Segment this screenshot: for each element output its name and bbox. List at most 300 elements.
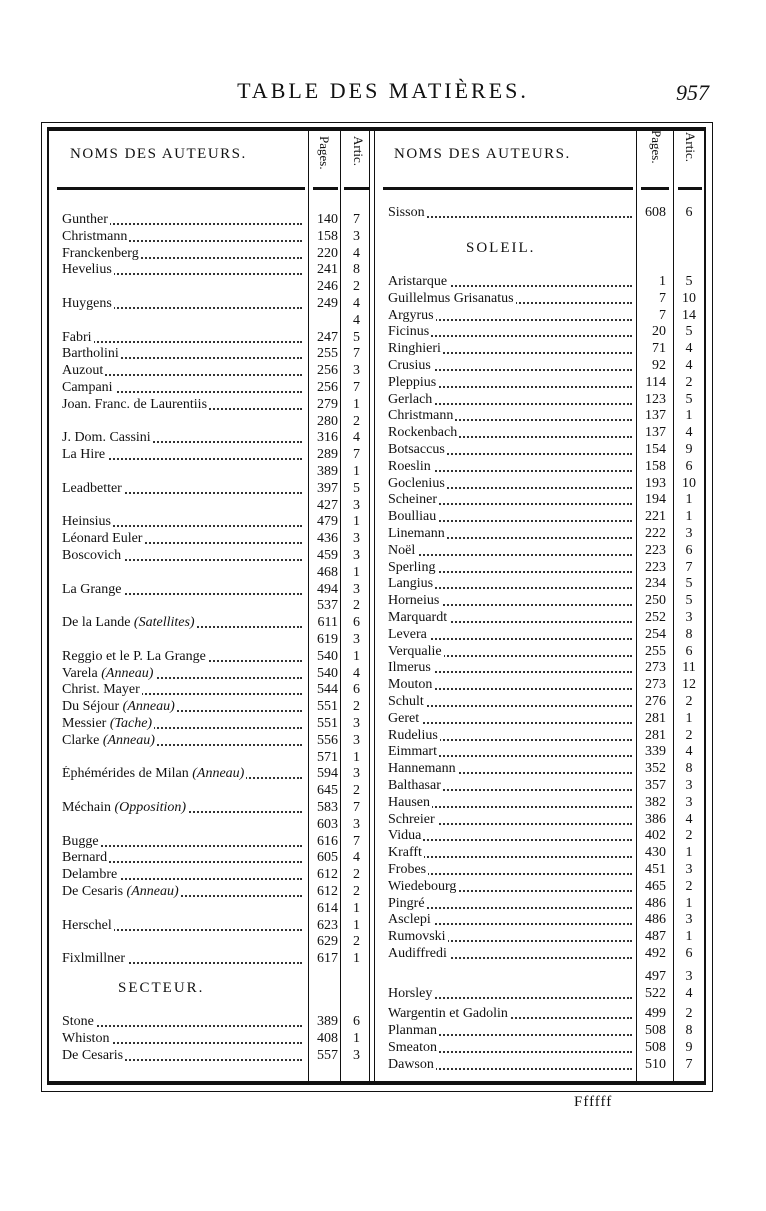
entry-page: 614 bbox=[317, 900, 338, 916]
entry-article: 2 bbox=[685, 878, 693, 894]
entry-name: Huygens bbox=[62, 296, 112, 311]
entry-name: Mouton bbox=[388, 677, 433, 693]
entry-name-cell bbox=[388, 828, 632, 844]
index-entry bbox=[388, 929, 732, 945]
entry-name-cell bbox=[62, 800, 302, 816]
entry-article: 10 bbox=[682, 290, 696, 306]
entry-page: 468 bbox=[317, 564, 338, 580]
entry-page: 522 bbox=[645, 985, 666, 1001]
entry-article: 2 bbox=[353, 934, 360, 950]
entry-name-cell bbox=[388, 879, 632, 895]
entry-article: 1 bbox=[353, 464, 360, 479]
entry-name-cell bbox=[388, 677, 632, 693]
entry-page: 194 bbox=[645, 492, 666, 508]
entry-page: 158 bbox=[317, 228, 338, 244]
entry-article: 4 bbox=[353, 850, 360, 866]
index-entry bbox=[388, 660, 732, 676]
entry-name-cell bbox=[62, 649, 302, 665]
entry-name: Aristarque bbox=[388, 274, 448, 289]
entry-page: 280 bbox=[317, 413, 338, 429]
entry-page: 492 bbox=[645, 946, 666, 961]
entry-article: 6 bbox=[685, 542, 693, 558]
entry-page: 223 bbox=[645, 542, 666, 558]
entry-name: Sisson bbox=[388, 205, 425, 220]
entry-page: 234 bbox=[645, 576, 666, 592]
right-names-header: NOMS DES AUTEURS. bbox=[394, 146, 571, 162]
index-entry bbox=[388, 986, 732, 1002]
entry-name: Botsaccus bbox=[388, 442, 445, 457]
left-pages-rule bbox=[313, 187, 338, 190]
entry-name-cell bbox=[62, 918, 302, 934]
entry-page: 281 bbox=[645, 727, 666, 743]
index-entry bbox=[388, 896, 732, 912]
entry-article: 3 bbox=[353, 732, 360, 748]
index-entry bbox=[62, 246, 405, 262]
entry-page: 408 bbox=[317, 1031, 338, 1046]
entry-name-cell bbox=[388, 274, 632, 290]
entry-article: 6 bbox=[685, 458, 693, 474]
entry-article: 6 bbox=[353, 682, 360, 698]
entry-article: 3 bbox=[685, 526, 693, 541]
entry-page: 571 bbox=[317, 749, 338, 765]
entry-name-cell bbox=[388, 778, 632, 794]
entry-name-cell bbox=[388, 912, 632, 928]
entry-article: 4 bbox=[685, 744, 693, 760]
index-entry bbox=[388, 677, 732, 693]
index-entry bbox=[62, 430, 405, 446]
index-entry bbox=[62, 951, 405, 967]
entry-article: 3 bbox=[353, 497, 360, 513]
left-articles-header: Artic. bbox=[351, 136, 366, 166]
entry-name-cell bbox=[62, 514, 302, 530]
entry-article: 8 bbox=[685, 761, 693, 777]
entry-article: 1 bbox=[353, 951, 360, 967]
index-entry bbox=[62, 649, 405, 665]
index-entry bbox=[62, 934, 405, 950]
entry-name: Asclepi bbox=[388, 912, 431, 928]
entry-name: Scheiner bbox=[388, 492, 437, 508]
right-pages-header: Pages. bbox=[649, 130, 664, 164]
entry-name-cell bbox=[62, 666, 302, 682]
index-entry bbox=[62, 330, 405, 346]
entry-article: 1 bbox=[353, 749, 360, 765]
entry-page: 612 bbox=[317, 884, 338, 899]
entry-article: 7 bbox=[353, 212, 360, 227]
entry-page: 222 bbox=[645, 526, 666, 541]
entry-page: 246 bbox=[317, 279, 338, 295]
entry-article: 3 bbox=[353, 766, 360, 782]
entry-page: 551 bbox=[317, 699, 338, 715]
entry-article: 1 bbox=[353, 514, 360, 530]
entry-article: 7 bbox=[353, 447, 360, 463]
index-entry bbox=[388, 576, 732, 592]
entry-article: 9 bbox=[685, 442, 693, 457]
index-entry bbox=[62, 1014, 405, 1030]
entry-page: 386 bbox=[645, 811, 666, 827]
left-names-header: NOMS DES AUTEURS. bbox=[70, 146, 247, 162]
page-number: 957 bbox=[676, 80, 709, 105]
entry-page: 154 bbox=[645, 442, 666, 457]
entry-name-cell bbox=[388, 308, 632, 324]
entry-name: De la Lande bbox=[62, 615, 131, 631]
entry-article: 12 bbox=[682, 677, 696, 693]
entry-note: (Anneau) bbox=[192, 766, 245, 782]
entry-name: Éphémérides de Milan bbox=[62, 766, 189, 782]
entry-article: 8 bbox=[685, 1023, 693, 1039]
index-entry bbox=[388, 828, 732, 844]
entry-name-cell bbox=[388, 425, 632, 441]
entry-name: Boscovich bbox=[62, 548, 122, 563]
entry-name-cell bbox=[62, 884, 302, 900]
entry-name-cell bbox=[388, 986, 632, 1002]
entry-name: Marquardt bbox=[388, 610, 448, 625]
entry-name-cell bbox=[388, 744, 632, 760]
index-entry bbox=[388, 761, 732, 777]
entry-name-cell bbox=[388, 627, 632, 643]
entry-article: 7 bbox=[353, 380, 360, 395]
index-entry bbox=[388, 627, 732, 643]
entry-name: Gerlach bbox=[388, 391, 433, 407]
index-entry bbox=[388, 879, 732, 895]
index-entry bbox=[388, 408, 732, 424]
index-entry bbox=[388, 492, 732, 508]
right-pages-rule bbox=[641, 187, 669, 190]
entry-page: 486 bbox=[645, 895, 666, 911]
entry-name: Wiedebourg bbox=[388, 878, 457, 894]
entry-article: 3 bbox=[353, 1048, 360, 1063]
entry-page: 220 bbox=[317, 245, 338, 261]
entry-page: 603 bbox=[317, 816, 338, 832]
entry-name: Delambre bbox=[62, 867, 118, 883]
entry-name-cell bbox=[388, 1006, 632, 1022]
index-entry bbox=[388, 341, 732, 357]
index-entry bbox=[388, 476, 732, 492]
entry-name: Horneius bbox=[388, 593, 440, 609]
entry-page: 557 bbox=[317, 1048, 338, 1063]
entry-page: 273 bbox=[645, 677, 666, 693]
entry-name-cell bbox=[62, 1014, 302, 1030]
entry-article: 2 bbox=[685, 1006, 693, 1022]
index-entry bbox=[62, 262, 405, 278]
entry-page: 223 bbox=[645, 559, 666, 575]
entry-name: Bugge bbox=[62, 833, 99, 849]
entry-name: Auzout bbox=[62, 363, 104, 379]
entry-name: Linemann bbox=[388, 526, 445, 541]
entry-name-cell bbox=[388, 862, 632, 878]
entry-name-cell bbox=[388, 408, 632, 424]
entry-page: 7 bbox=[659, 307, 666, 323]
entry-article: 4 bbox=[685, 425, 693, 441]
entry-page: 508 bbox=[645, 1040, 666, 1055]
entry-name: Christmann bbox=[62, 228, 128, 244]
entry-article: 3 bbox=[353, 548, 360, 563]
entry-page: 451 bbox=[645, 862, 666, 877]
entry-name: Argyrus bbox=[388, 307, 434, 323]
index-entry bbox=[388, 862, 732, 878]
entry-name-cell bbox=[62, 330, 302, 346]
entry-name-cell bbox=[62, 212, 302, 228]
entry-page: 352 bbox=[645, 761, 666, 777]
entry-name-cell bbox=[62, 296, 302, 312]
entry-name: Smeaton bbox=[388, 1040, 437, 1055]
entry-article: 5 bbox=[353, 480, 360, 496]
entry-note: (Anneau) bbox=[101, 665, 154, 681]
entry-page: 247 bbox=[317, 329, 338, 345]
index-entry bbox=[62, 414, 405, 430]
entry-page: 276 bbox=[645, 694, 666, 709]
index-entry bbox=[388, 324, 732, 340]
entry-article: 2 bbox=[353, 598, 360, 614]
entry-name-cell bbox=[62, 582, 302, 598]
entry-name: Léonard Euler bbox=[62, 531, 143, 547]
entry-article: 1 bbox=[685, 492, 693, 508]
entry-name: Leadbetter bbox=[62, 480, 122, 496]
index-entry bbox=[62, 296, 405, 312]
entry-page: 612 bbox=[317, 867, 338, 883]
entry-name: Stone bbox=[62, 1014, 94, 1029]
entry-article: 3 bbox=[353, 816, 360, 832]
index-entry bbox=[388, 969, 732, 985]
index-entry bbox=[62, 447, 405, 463]
entry-name-cell bbox=[62, 1031, 302, 1047]
entry-name: Roeslin bbox=[388, 458, 431, 474]
entry-name-cell bbox=[62, 229, 302, 245]
index-entry bbox=[62, 380, 405, 396]
index-entry bbox=[388, 375, 732, 391]
left-articles-rule bbox=[344, 187, 369, 190]
entry-article: 14 bbox=[682, 307, 696, 323]
entry-page: 137 bbox=[645, 425, 666, 441]
entry-article: 3 bbox=[353, 716, 360, 731]
entry-name: Heinsius bbox=[62, 514, 111, 530]
index-entry bbox=[62, 1048, 405, 1064]
entry-name: Sperling bbox=[388, 559, 436, 575]
entry-name-cell bbox=[388, 610, 632, 626]
entry-page: 255 bbox=[645, 643, 666, 659]
entry-name: Hausen bbox=[388, 794, 430, 810]
entry-page: 140 bbox=[317, 212, 338, 227]
entry-article: 5 bbox=[353, 329, 360, 345]
entry-page: 255 bbox=[317, 346, 338, 362]
entry-article: 3 bbox=[353, 363, 360, 379]
index-entry bbox=[388, 308, 732, 324]
entry-article: 7 bbox=[685, 559, 693, 575]
entry-note: (Anneau) bbox=[122, 699, 175, 715]
entry-name-cell bbox=[62, 430, 302, 446]
entry-page: 459 bbox=[317, 548, 338, 563]
entry-page: 537 bbox=[317, 598, 338, 614]
entry-page: 397 bbox=[317, 480, 338, 496]
entry-name-cell bbox=[62, 699, 302, 715]
entry-name-cell bbox=[388, 543, 632, 559]
entry-name-cell bbox=[388, 576, 632, 592]
entry-article: 4 bbox=[685, 358, 693, 373]
index-entry bbox=[62, 548, 405, 564]
entry-name: Planman bbox=[388, 1023, 437, 1039]
entry-name: Audiffredi bbox=[388, 946, 447, 961]
entry-name-cell bbox=[388, 929, 632, 945]
entry-page: 645 bbox=[317, 783, 338, 799]
entry-article: 1 bbox=[353, 900, 360, 916]
entry-article: 7 bbox=[685, 1056, 693, 1072]
entry-name-cell bbox=[388, 476, 632, 492]
entry-page: 629 bbox=[317, 934, 338, 950]
entry-article: 2 bbox=[685, 727, 693, 743]
index-entry bbox=[62, 682, 405, 698]
entry-name: Ilmerus bbox=[388, 660, 431, 676]
entry-name: Wargentin et Gadolin bbox=[388, 1006, 508, 1022]
entry-name: Messier bbox=[62, 716, 107, 731]
entry-name: Langius bbox=[388, 576, 434, 592]
entry-article: 7 bbox=[353, 833, 360, 849]
entry-page: 427 bbox=[317, 497, 338, 513]
entry-name: Whiston bbox=[62, 1031, 110, 1046]
signature-mark: Ffffff bbox=[574, 1094, 613, 1110]
entry-name-cell bbox=[62, 531, 302, 547]
entry-name: Franckenberg bbox=[62, 245, 139, 261]
entry-article: 3 bbox=[685, 968, 693, 984]
entry-name: La Hire bbox=[62, 447, 106, 463]
entry-page: 594 bbox=[317, 766, 338, 782]
entry-name: Dawson bbox=[388, 1056, 434, 1072]
left-section-title: SECTEUR. bbox=[118, 980, 205, 996]
index-entry bbox=[388, 459, 732, 475]
entry-page: 616 bbox=[317, 833, 338, 849]
left-header-rule bbox=[57, 187, 305, 190]
index-entry bbox=[62, 531, 405, 547]
index-entry bbox=[388, 912, 732, 928]
entry-name: Goclenius bbox=[388, 475, 445, 491]
entry-article: 1 bbox=[685, 710, 693, 726]
entry-page: 619 bbox=[317, 632, 338, 647]
index-entry bbox=[62, 565, 405, 581]
entry-article: 2 bbox=[353, 699, 360, 715]
entry-article: 3 bbox=[685, 794, 693, 810]
entry-name-cell bbox=[388, 946, 632, 962]
entry-article: 8 bbox=[353, 262, 360, 278]
entry-article: 3 bbox=[353, 531, 360, 547]
entry-name-cell bbox=[388, 694, 632, 710]
entry-page: 510 bbox=[645, 1056, 666, 1072]
entry-name: Hevelius bbox=[62, 262, 112, 278]
entry-name-cell bbox=[62, 850, 302, 866]
entry-name-cell bbox=[388, 1040, 632, 1056]
entry-name-cell bbox=[388, 795, 632, 811]
index-entry bbox=[388, 392, 732, 408]
entry-page: 249 bbox=[317, 296, 338, 311]
entry-note: (Satellites) bbox=[133, 615, 195, 631]
entry-name: La Grange bbox=[62, 581, 122, 597]
index-entry bbox=[62, 598, 405, 614]
entry-name-cell bbox=[62, 867, 302, 883]
entry-article: 8 bbox=[685, 626, 693, 642]
entry-article: 2 bbox=[685, 694, 693, 709]
entry-article: 11 bbox=[682, 660, 696, 676]
right-section-title: SOLEIL. bbox=[466, 240, 536, 256]
entry-article: 2 bbox=[353, 413, 360, 429]
index-entry bbox=[388, 526, 732, 542]
index-entry bbox=[388, 946, 732, 962]
entry-article: 3 bbox=[685, 912, 693, 928]
index-entry bbox=[388, 509, 732, 525]
entry-name-cell bbox=[388, 593, 632, 609]
entry-article: 1 bbox=[685, 509, 693, 525]
entry-name-cell bbox=[388, 341, 632, 357]
entry-name: Ringhieri bbox=[388, 341, 441, 357]
entry-name: Frobes bbox=[388, 862, 427, 877]
entry-article: 2 bbox=[353, 867, 360, 883]
entry-page: 487 bbox=[645, 929, 666, 945]
entry-name: Rockenbach bbox=[388, 425, 458, 441]
entry-page: 556 bbox=[317, 732, 338, 748]
entry-article: 5 bbox=[685, 593, 693, 609]
entry-article: 7 bbox=[353, 800, 360, 815]
entry-name-cell bbox=[388, 728, 632, 744]
index-entry bbox=[388, 1023, 732, 1039]
entry-name: Rumovski bbox=[388, 929, 446, 945]
entry-name-cell bbox=[62, 733, 302, 749]
entry-name-cell bbox=[388, 392, 632, 408]
entry-page: 540 bbox=[317, 648, 338, 664]
right-articles-header: Artic. bbox=[683, 132, 698, 162]
entry-name: Campani bbox=[62, 380, 113, 395]
index-entry bbox=[62, 464, 405, 480]
entry-page: 382 bbox=[645, 794, 666, 810]
entry-name-cell bbox=[62, 1048, 302, 1064]
entry-page: 71 bbox=[652, 341, 666, 357]
entry-article: 10 bbox=[682, 475, 696, 491]
index-entry bbox=[388, 358, 732, 374]
entry-name: Gunther bbox=[62, 212, 108, 227]
index-entry bbox=[62, 918, 405, 934]
entry-page: 137 bbox=[645, 408, 666, 424]
entry-name: Herschel bbox=[62, 917, 112, 933]
index-entry bbox=[62, 867, 405, 883]
entry-name: Christmann bbox=[388, 408, 454, 424]
entry-page: 499 bbox=[645, 1006, 666, 1022]
entry-name-cell bbox=[388, 358, 632, 374]
entry-name: Du Séjour bbox=[62, 699, 120, 715]
entry-page: 20 bbox=[652, 324, 666, 340]
entry-name: Fixlmillner bbox=[62, 951, 125, 967]
entry-name: Bartholini bbox=[62, 346, 119, 362]
index-entry bbox=[62, 834, 405, 850]
entry-page: 339 bbox=[645, 744, 666, 760]
entry-name-cell bbox=[388, 761, 632, 777]
entry-page: 357 bbox=[645, 778, 666, 793]
entry-article: 3 bbox=[353, 228, 360, 244]
entry-article: 1 bbox=[353, 396, 360, 412]
entry-article: 5 bbox=[685, 391, 693, 407]
entry-page: 436 bbox=[317, 531, 338, 547]
index-entry bbox=[62, 514, 405, 530]
entry-name: Noël bbox=[388, 542, 416, 558]
entry-article: 2 bbox=[685, 374, 693, 390]
index-entry bbox=[388, 291, 732, 307]
entry-page: 92 bbox=[652, 358, 666, 373]
entry-name: Eimmart bbox=[388, 744, 437, 760]
entry-article: 6 bbox=[685, 946, 693, 961]
entry-article: 3 bbox=[685, 862, 693, 877]
index-entry bbox=[62, 884, 405, 900]
entry-name-cell bbox=[388, 812, 632, 828]
entry-page: 241 bbox=[317, 262, 338, 278]
entry-name-cell bbox=[62, 615, 302, 631]
entry-name-cell bbox=[388, 845, 632, 861]
index-entry bbox=[62, 901, 405, 917]
entry-name-cell bbox=[62, 481, 302, 497]
entry-name-cell bbox=[388, 896, 632, 912]
